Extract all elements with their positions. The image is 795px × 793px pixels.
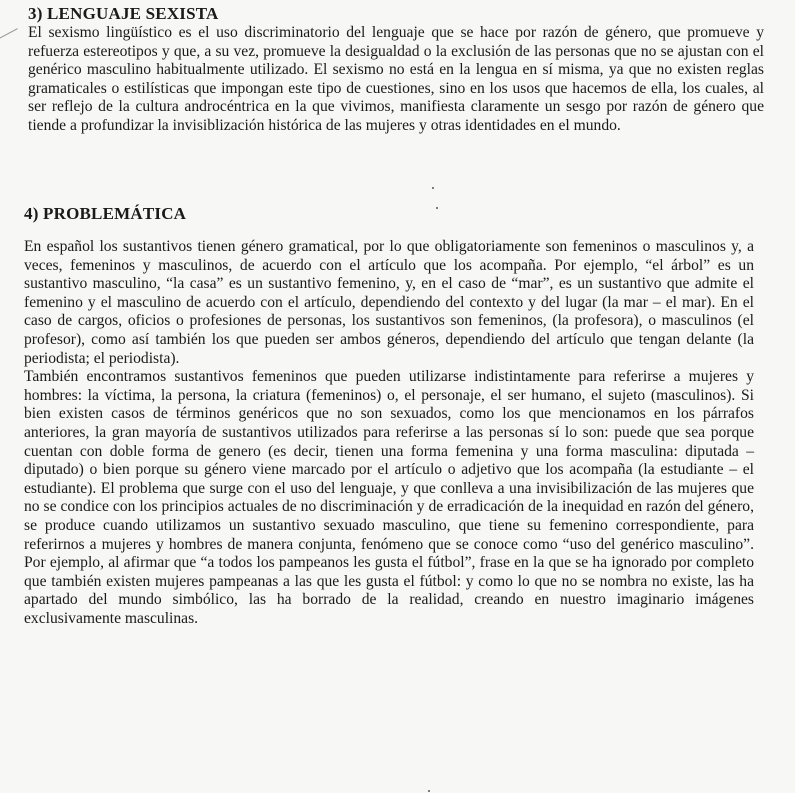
section-3-title: 3) LENGUAJE SEXISTA: [28, 4, 219, 23]
scan-speck: [436, 207, 438, 209]
section-3-paragraph: El sexismo lingüístico es el uso discriminatorio del lenguaje que se hace por razón de género, que promueve y refuerza estereotipos y que, a su vez, promueve la desigualdad o la exclusión de las personas que no se ajustan con el genérico masculino habitualmente utilizado. El sexismo no está en la lengua en sí misma, ya que no existen reglas gramaticales o estilísticas que impongan este tipo de cuestiones, sino en los usos que hacemos de ella, los cuales, al ser reflejo de la cultura androcéntrica en la que vivimos, manifiesta claramente un sesgo por razón de género que tiende a profundizar la invisiblización histórica de las mujeres y otras identidades en el mundo.: [28, 24, 764, 134]
section-4-title: 4) PROBLEMÁTICA: [24, 204, 187, 223]
section-4-paragraph-2: También encontramos sustantivos femeninos que pueden utilizarse indistintamente para referirse a mujeres y hombres: la víctima, la persona, la criatura (femeninos) o, el personaje, el ser humano, el sujeto (masculinos). Si bien existen casos de términos genéricos que no son sexuados, como los que mencionamos en los párrafos anteriores, la gran mayoría de sustantivos utilizados para referirse a las personas sí lo son: puede que sea porque cuentan con doble forma de genero (es decir, tienen una forma femenina y una forma masculina: diputada – diputado) o bien porque su género viene marcado por el artículo o adjetivo que los acompaña (la estudiante – el estudiante). El problema que surge con el uso del lenguaje, y que conlleva a una invisibilización de las mujeres que no se condice con los principios actuales de no discriminación y de erradicación de la inequidad en razón del género, se produce cuando utilizamos un sustantivo sexuado masculino, que tiene su femenino correspondiente, para referirnos a mujeres y hombres de manera conjunta, fenómeno que se conoce como “uso del genérico masculino”. Por ejemplo, al afirmar que “a todos los pampeanos les gusta el fútbol”, frase en la que se ha ignorado por completo que también existen mujeres pampeanas a las que les gusta el fútbol: y como lo que no se nombra no existe, las ha apartado del mundo simbólico, las ha borrado de la realidad, creando en nuestro imaginario imágenes exclusivamente masculinas.: [24, 368, 754, 627]
section-4-body: [24, 238, 754, 628]
scan-speck: [428, 790, 430, 792]
scan-speck: [432, 187, 434, 189]
section-4-paragraph-1: En español los sustantivos tienen género gramatical, por lo que obligatoriamente son femeninos o masculinos y, a veces, femeninos y masculinos, de acuerdo con el artículo que los acompaña. Por ejemplo, “el árbol” es un sustantivo masculino, “la casa” es un sustantivo femenino, y, en el caso de “mar”, es un sustantivo que admite el femenino y el masculino de acuerdo con el artículo, dependiendo del contexto y del lugar (la mar – el mar). En el caso de cargos, oficios o profesiones de personas, los sustantivos son femeninos, (la profesora), o masculinos (el profesor), como así también los que pueden ser ambos géneros, dependiendo del artículo que tengan delante (la periodista; el periodista).: [24, 238, 754, 367]
pen-mark: [0, 28, 24, 51]
section-3-body: [28, 24, 764, 136]
